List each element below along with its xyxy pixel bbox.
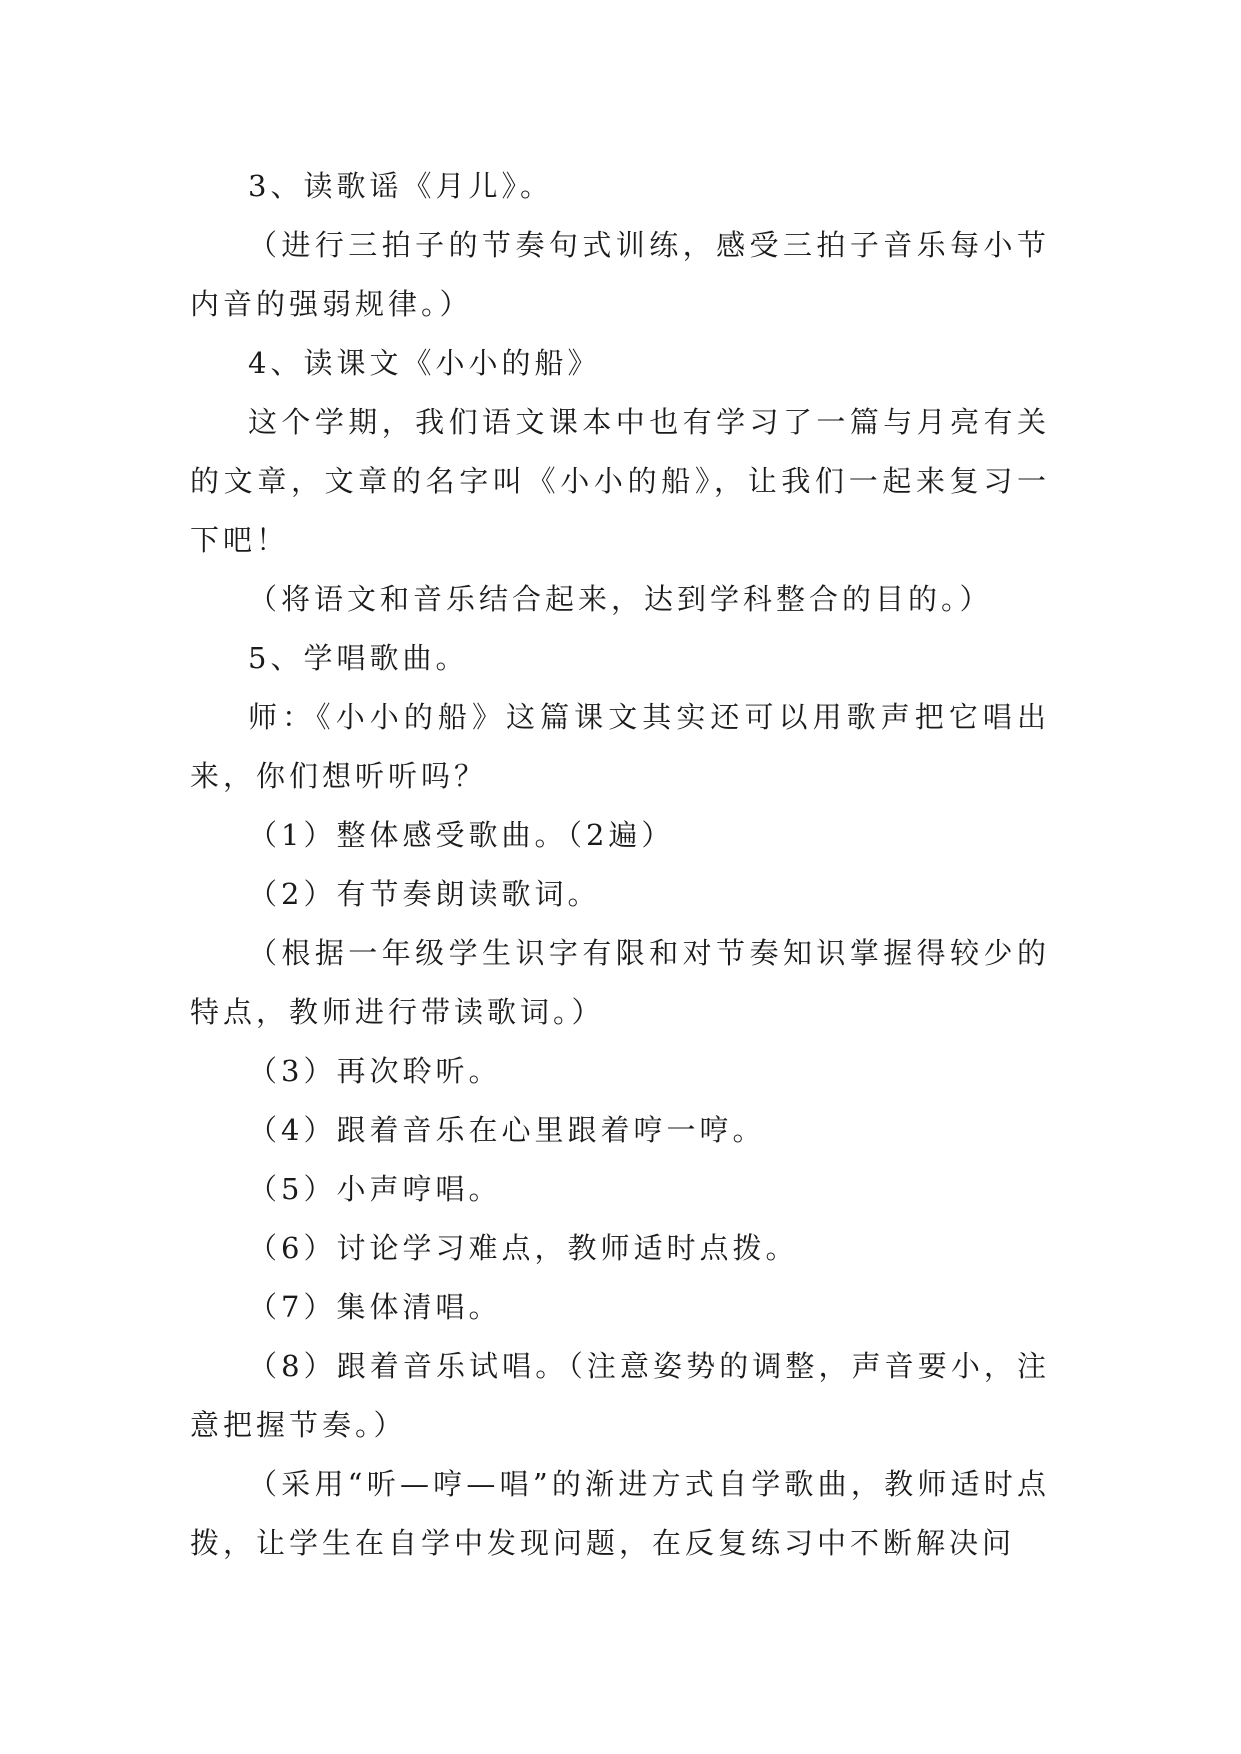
paragraph-substep-2: （2）有节奏朗读歌词。 bbox=[248, 877, 601, 911]
paragraph-note-method: （采用“听—哼—唱”的渐进方式自学歌曲，教师适时点拨，让学生在自学中发现问题，在反复练习中不断解决问 bbox=[190, 1467, 1050, 1560]
paragraph-teacher-prompt: 师：《小小的船》这篇课文其实还可以用歌声把它唱出来，你们想听听吗？ bbox=[190, 700, 1050, 793]
paragraph-substep-6: （6）讨论学习难点，教师适时点拨。 bbox=[248, 1231, 799, 1265]
document-body bbox=[190, 157, 1050, 1573]
paragraph-note-lyrics: （根据一年级学生识字有限和对节奏知识掌握得较少的特点，教师进行带读歌词。） bbox=[190, 936, 1050, 1029]
paragraph-step-4: 4、读课文《小小的船》 bbox=[248, 346, 601, 380]
paragraph-review-text: 这个学期，我们语文课本中也有学习了一篇与月亮有关的文章，文章的名字叫《小小的船》，让我们一起来复习一下吧！ bbox=[190, 405, 1050, 557]
paragraph-note-integration: （将语文和音乐结合起来，达到学科整合的目的。） bbox=[248, 582, 993, 616]
paragraph-substep-3: （3）再次聆听。 bbox=[248, 1054, 502, 1088]
paragraph-note-triple-meter: （进行三拍子的节奏句式训练，感受三拍子音乐每小节内音的强弱规律。） bbox=[190, 228, 1050, 321]
paragraph-substep-1: （1）整体感受歌曲。（2遍） bbox=[248, 818, 675, 852]
paragraph-substep-7: （7）集体清唱。 bbox=[248, 1290, 502, 1324]
paragraph-step-5: 5、学唱歌曲。 bbox=[248, 641, 469, 675]
paragraph-substep-8: （8）跟着音乐试唱。（注意姿势的调整，声音要小，注意把握节奏。） bbox=[190, 1349, 1050, 1442]
paragraph-substep-4: （4）跟着音乐在心里跟着哼一哼。 bbox=[248, 1113, 766, 1147]
paragraph-substep-5: （5）小声哼唱。 bbox=[248, 1172, 502, 1206]
paragraph-step-3: 3、读歌谣《月儿》。 bbox=[248, 169, 553, 203]
